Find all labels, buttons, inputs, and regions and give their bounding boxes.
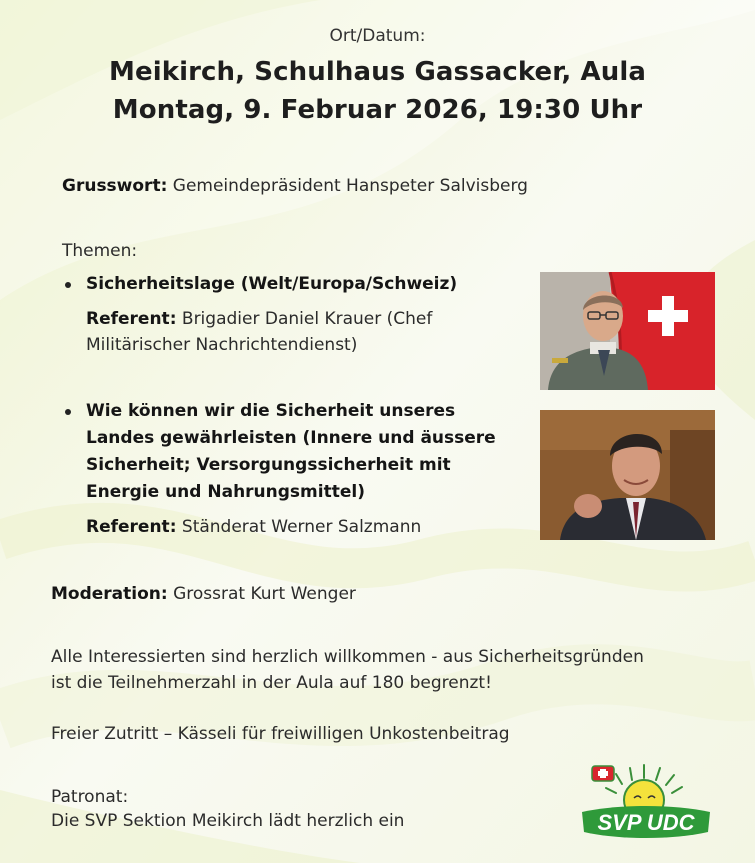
location-label: Ort/Datum: [329, 26, 426, 46]
topic-1-title: Sicherheitslage (Welt/Europa/Schweiz) [86, 274, 458, 294]
topic-2-speaker-text: Ständerat Werner Salzmann [181, 517, 422, 537]
notice-line-1: Alle Interessierten sind herzlich willkommen - aus Sicherheitsgründen [51, 647, 644, 667]
svp-udc-logo [578, 760, 714, 842]
topic-1-speaker-line-1 [86, 307, 432, 332]
patronage-label: Patronat: [51, 787, 129, 807]
datetime-heading: Montag, 9. Februar 2026, 19:30 Uhr [112, 95, 643, 125]
moderation-label: Moderation: [51, 584, 168, 604]
greeting-text: Gemeindepräsident Hanspeter Salvisberg [172, 176, 528, 196]
topic-2-title-line-3: Sicherheit; Versorgungssicherheit mit [86, 455, 451, 475]
patronage-text: Die SVP Sektion Meikirch lädt herzlich ein [51, 811, 405, 831]
moderation-line [51, 582, 356, 607]
speaker-photo-salzmann [540, 410, 715, 540]
topic-2-title-line-1: Wie können wir die Sicherheit unseres [86, 401, 456, 421]
topic-1-speaker-text: Brigadier Daniel Krauer (Chef [181, 309, 433, 329]
greeting-label: Grusswort: [62, 176, 168, 196]
topics-heading: Themen: [62, 241, 138, 261]
notice-line-2: ist die Teilnehmerzahl in der Aula auf 180 begrenzt! [51, 673, 492, 693]
topic-1-speaker-line-2: Militärischer Nachrichtendienst) [86, 335, 358, 355]
topic-2-speaker-label: Referent: [86, 517, 177, 537]
topic-2-speaker-line [86, 515, 421, 540]
speaker-photo-krauer [540, 272, 715, 390]
topic-2-title-line-4: Energie und Nahrungsmittel) [86, 482, 365, 502]
greeting-line [62, 174, 528, 199]
bullet-icon [65, 409, 71, 415]
topic-2-title-line-2: Landes gewährleisten (Innere und äussere [86, 428, 496, 448]
admission-text: Freier Zutritt – Kässeli für freiwilligen Unkostenbeitrag [51, 724, 510, 744]
topic-1-speaker-label: Referent: [86, 309, 177, 329]
bullet-icon [65, 282, 71, 288]
logo-text: SVP UDC [597, 810, 695, 835]
venue-heading: Meikirch, Schulhaus Gassacker, Aula [109, 57, 646, 87]
moderation-text: Grossrat Kurt Wenger [173, 584, 356, 604]
